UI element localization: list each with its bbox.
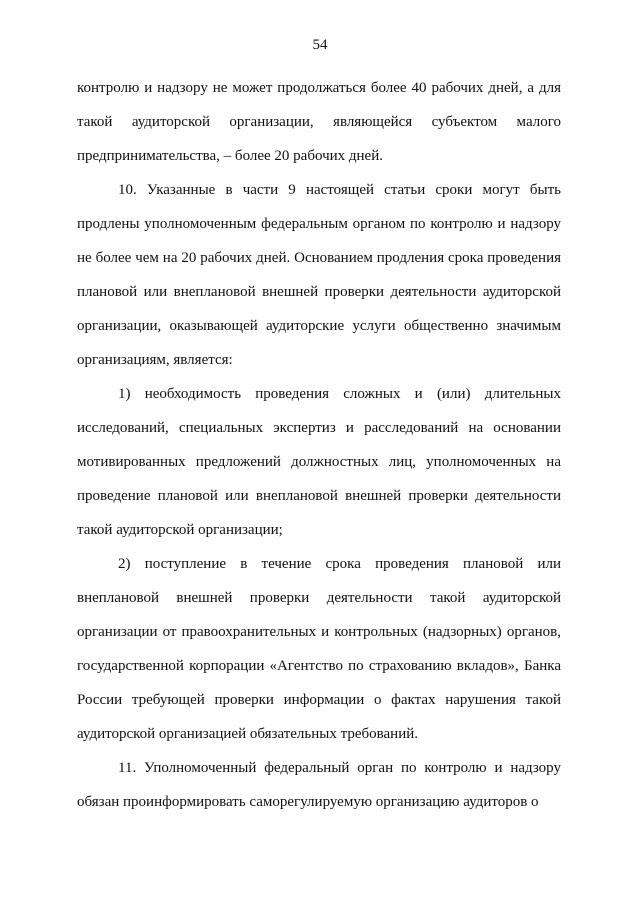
paragraph-10-item-2: 2) поступление в течение срока проведения плановой или внеплановой внешней проверки деятельности такой аудиторской организации от правоохранительных и контрольных (надзорных) органов, государственной корпорации «Агентство по страхованию вкладов», Банка России требующей проверки информации о фактах нарушения такой аудиторской организацией обязательных требований.	[77, 556, 561, 742]
paragraph-10: 10. Указанные в части 9 настоящей статьи сроки могут быть продлены уполномоченным федеральным органом по контролю и надзору не более чем на 20 рабочих дней. Основанием продления срока проведения плановой или внеплановой внешней проверки деятельности аудиторской организации, оказывающей аудиторские услуги общественно значимым организациям, является:	[77, 182, 561, 368]
page-number: 54	[312, 37, 328, 53]
paragraph-10-item-1: 1) необходимость проведения сложных и (или) длительных исследований, специальных экспертиз и расследований на основании мотивированных предложений должностных лиц, уполномоченных на проведение плановой или внеплановой внешней проверки деятельности такой аудиторской организации;	[77, 386, 561, 538]
paragraph-continuation: контролю и надзору не может продолжаться более 40 рабочих дней, а для такой аудиторской организации, являющейся субъектом малого предпринимательства, – более 20 рабочих дней.	[77, 80, 561, 164]
paragraph-11: 11. Уполномоченный федеральный орган по контролю и надзору обязан проинформировать саморегулируемую организацию аудиторов о	[77, 760, 561, 810]
document-body	[77, 71, 561, 819]
